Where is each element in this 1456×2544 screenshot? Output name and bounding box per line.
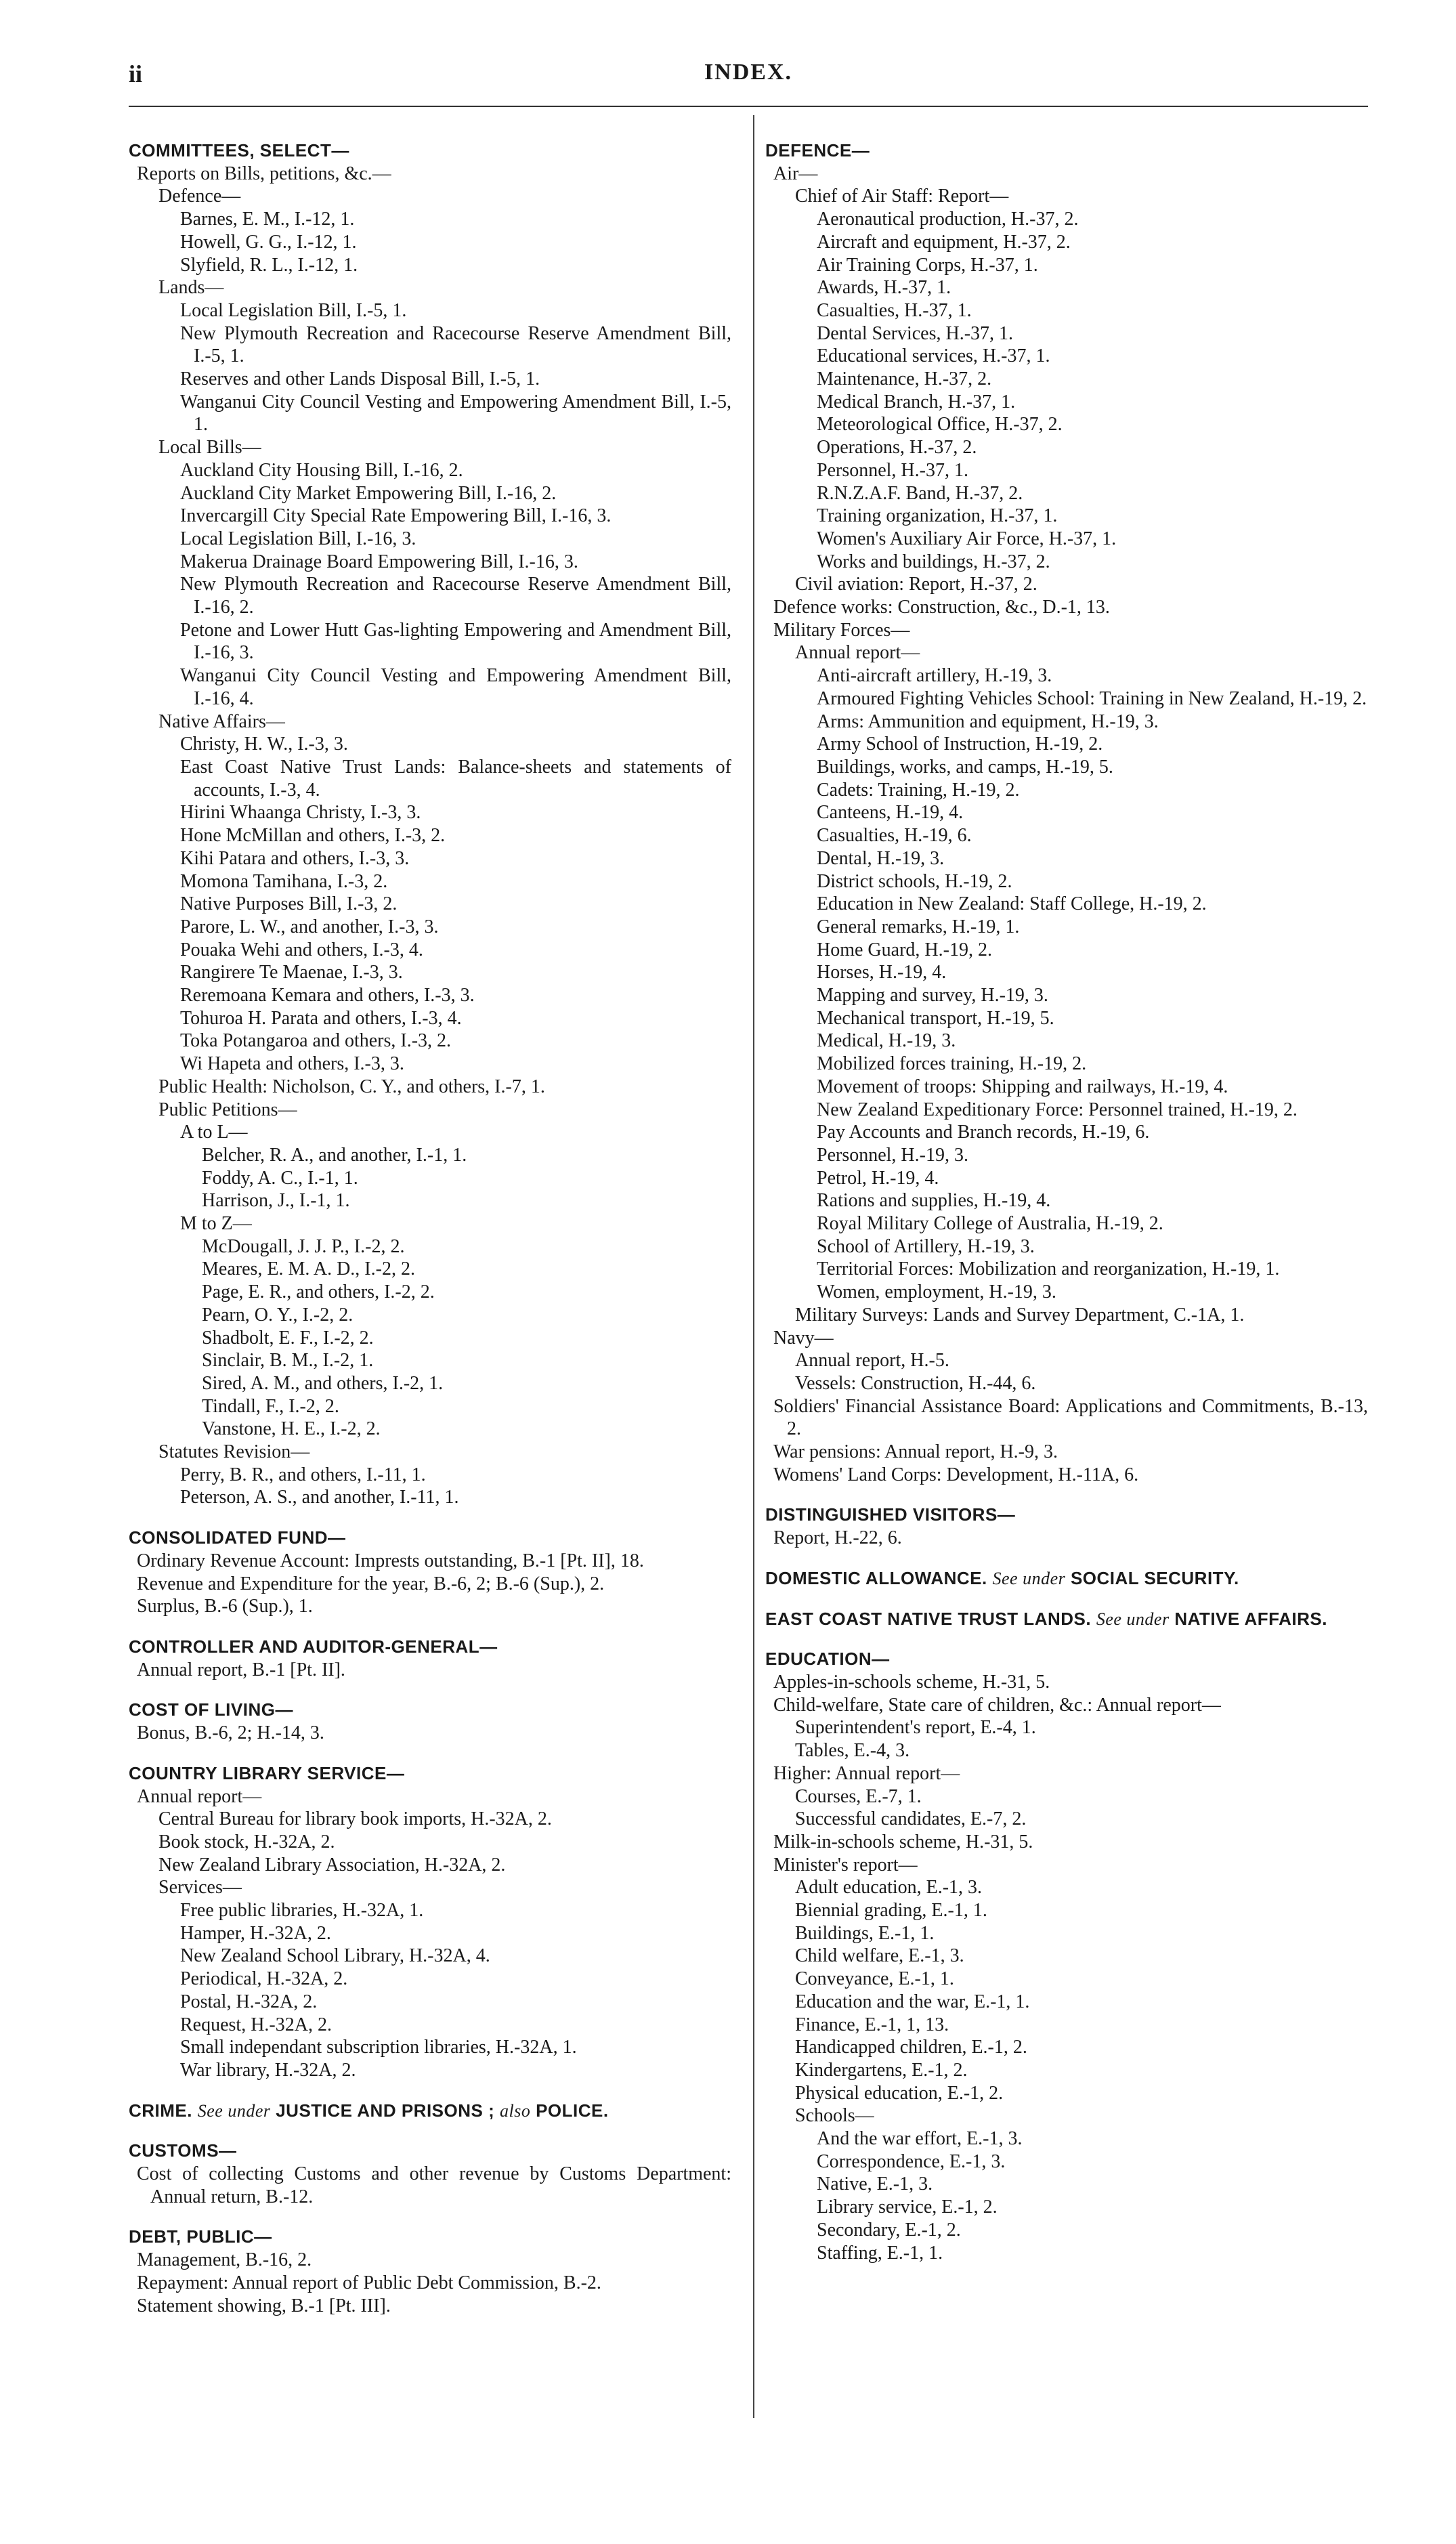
index-entry: Child-welfare, State care of children, &c.: Annual report— (773, 1694, 1221, 1716)
index-entry: Annual report— (137, 1785, 262, 1807)
index-entry: Womens' Land Corps: Development, H.-11A, 6. (773, 1464, 1139, 1485)
index-entry: General remarks, H.-19, 1. (817, 916, 1020, 937)
index-entry: Personnel, H.-37, 1. (817, 459, 968, 481)
index-entry: Tohuroa H. Parata and others, I.-3, 4. (180, 1007, 462, 1029)
index-entry: Book stock, H.-32A, 2. (158, 1831, 335, 1852)
index-entry: Medical, H.-19, 3. (817, 1030, 956, 1052)
index-entry: Page, E. R., and others, I.-2, 2. (202, 1281, 435, 1303)
index-entry: Educational services, H.-37, 1. (817, 345, 1050, 367)
index-entry: New Zealand School Library, H.-32A, 4. (180, 1945, 490, 1967)
index-heading (765, 1567, 1368, 1590)
index-entry: Sinclair, B. M., I.-2, 1. (202, 1350, 374, 1372)
index-entry: Invercargill City Special Rate Empowering Bill, I.-16, 3. (180, 505, 612, 527)
index-entry: Services— (158, 1877, 242, 1899)
index-entry: Minister's report— (773, 1854, 918, 1875)
index-entry: Kihi Patara and others, I.-3, 3. (180, 847, 410, 869)
heading-text: DEBT, PUBLIC— (129, 2226, 272, 2247)
index-entry: Wi Hapeta and others, I.-3, 3. (180, 1053, 404, 1075)
page-number: ii (129, 60, 143, 87)
index-entry: Education in New Zealand: Staff College, H.-19, 2. (817, 893, 1207, 915)
index-heading (765, 140, 1368, 163)
index-entry: New Plymouth Recreation and Racecourse Reserve Amendment Bill, I.-16, 2. (180, 574, 731, 618)
index-entry: Anti-aircraft artillery, H.-19, 3. (817, 665, 1052, 687)
header-rule (129, 106, 1368, 107)
index-entry: Auckland City Market Empowering Bill, I.-16, 2. (180, 482, 557, 504)
index-entry: Courses, E.-7, 1. (795, 1785, 922, 1807)
index-entry: Hone McMillan and others, I.-3, 2. (180, 825, 446, 847)
index-entry: Tindall, F., I.-2, 2. (202, 1395, 339, 1417)
heading-text: EDUCATION— (765, 1649, 890, 1670)
index-entry: Home Guard, H.-19, 2. (817, 939, 992, 960)
index-entry: Belcher, R. A., and another, I.-1, 1. (202, 1144, 467, 1166)
index-entry: Civil aviation: Report, H.-37, 2. (795, 574, 1037, 595)
index-entry: Defence works: Construction, &c., D.-1, 13. (773, 597, 1110, 618)
index-entry: New Zealand Expeditionary Force: Personnel trained, H.-19, 2. (817, 1099, 1298, 1120)
index-entry: Military Surveys: Lands and Survey Department, C.-1A, 1. (795, 1304, 1245, 1326)
index-entry: Buildings, works, and camps, H.-19, 5. (817, 756, 1113, 778)
index-entry: Rations and supplies, H.-19, 4. (817, 1190, 1051, 1212)
see-under-reference: See under (992, 1568, 1066, 1588)
heading-text: EAST COAST NATIVE TRUST LANDS. (765, 1608, 1092, 1629)
index-entry: Local Bills— (158, 437, 261, 459)
index-entry: Annual report, H.-5. (795, 1350, 949, 1372)
index-heading (129, 2100, 731, 2123)
index-entry: Works and buildings, H.-37, 2. (817, 551, 1050, 572)
index-entry: Aircraft and equipment, H.-37, 2. (817, 231, 1071, 253)
index-entry: Hirini Whaanga Christy, I.-3, 3. (180, 802, 421, 824)
index-entry: Biennial grading, E.-1, 1. (795, 1900, 987, 1922)
index-entry: Public Health: Nicholson, C. Y., and others, I.-7, 1. (158, 1076, 545, 1097)
index-entry: Request, H.-32A, 2. (180, 2014, 332, 2035)
index-entry: Reserves and other Lands Disposal Bill, I.-5, 1. (180, 368, 540, 390)
heading-text: DOMESTIC ALLOWANCE. (765, 1567, 987, 1588)
index-entry: Aeronautical production, H.-37, 2. (817, 209, 1079, 230)
heading-text: DEFENCE— (765, 140, 870, 161)
index-entry: Annual report— (795, 642, 920, 664)
index-entry: Parore, L. W., and another, I.-3, 3. (180, 916, 439, 937)
index-heading (129, 1762, 731, 1785)
index-entry: Pay Accounts and Branch records, H.-19, 6. (817, 1122, 1150, 1143)
index-entry: Rangirere Te Maenae, I.-3, 3. (180, 962, 403, 983)
heading-text: COST OF LIVING— (129, 1699, 293, 1720)
index-entry: New Plymouth Recreation and Racecourse Reserve Amendment Bill, I.-5, 1. (180, 322, 731, 367)
index-entry: Vessels: Construction, H.-44, 6. (795, 1372, 1036, 1394)
index-entry: Secondary, E.-1, 2. (817, 2219, 961, 2241)
index-entry: Army School of Instruction, H.-19, 2. (817, 734, 1103, 755)
see-under-reference: See under (1096, 1609, 1170, 1629)
index-entry: Lands— (158, 277, 224, 299)
index-entry: Mechanical transport, H.-19, 5. (817, 1007, 1054, 1029)
heading-text: COUNTRY LIBRARY SERVICE— (129, 1762, 405, 1783)
index-entry: East Coast Native Trust Lands: Balance-sheets and statements of accounts, I.-3, 4. (180, 756, 731, 801)
page-header (129, 60, 1368, 100)
index-entry: Child welfare, E.-1, 3. (795, 1945, 964, 1967)
index-entry: Operations, H.-37, 2. (817, 437, 977, 459)
index-entry: M to Z— (180, 1213, 252, 1235)
index-entry: McDougall, J. J. P., I.-2, 2. (202, 1235, 405, 1257)
index-entry: Howell, G. G., I.-12, 1. (180, 231, 357, 253)
index-entry: Meares, E. M. A. D., I.-2, 2. (202, 1258, 415, 1280)
index-entry: Women's Auxiliary Air Force, H.-37, 1. (817, 528, 1117, 549)
index-entry: Milk-in-schools scheme, H.-31, 5. (773, 1831, 1033, 1852)
index-heading (765, 1608, 1368, 1631)
index-entry: Chief of Air Staff: Report— (795, 186, 1009, 207)
index-entry: Barnes, E. M., I.-12, 1. (180, 209, 355, 230)
index-entry: Air— (773, 163, 818, 184)
index-entry: New Zealand Library Association, H.-32A, 2. (158, 1854, 506, 1875)
index-entry: Wanganui City Council Vesting and Empowering Amendment Bill, I.-16, 4. (180, 665, 731, 709)
index-entry: Statement showing, B.-1 [Pt. III]. (137, 2295, 391, 2316)
index-entry: Makerua Drainage Board Empowering Bill, I.-16, 3. (180, 551, 578, 572)
index-entry: Arms: Ammunition and equipment, H.-19, 3. (817, 711, 1159, 732)
index-entry: Mobilized forces training, H.-19, 2. (817, 1053, 1087, 1075)
index-entry: Hamper, H.-32A, 2. (180, 1922, 331, 1944)
index-entry: Petrol, H.-19, 4. (817, 1167, 939, 1189)
index-entry: Cost of collecting Customs and other revenue by Customs Department: Annual return, B.-12. (137, 2163, 731, 2207)
index-heading (129, 1699, 731, 1722)
index-entry: Soldiers' Financial Assistance Board: Applications and Commitments, B.-13, 2. (773, 1395, 1368, 1440)
heading-text: CUSTOMS— (129, 2140, 237, 2161)
left-column (129, 140, 731, 2317)
index-entry: Horses, H.-19, 4. (817, 962, 947, 983)
index-entry: Training organization, H.-37, 1. (817, 505, 1058, 527)
index-entry: Public Petitions— (158, 1099, 297, 1120)
index-entry: Medical Branch, H.-37, 1. (817, 391, 1016, 412)
index-entry: Cadets: Training, H.-19, 2. (817, 779, 1020, 801)
heading-text: COMMITTEES, SELECT— (129, 140, 349, 161)
index-entry: Management, B.-16, 2. (137, 2249, 312, 2271)
index-entry: Perry, B. R., and others, I.-11, 1. (180, 1464, 426, 1485)
index-entry: Casualties, H.-37, 1. (817, 299, 972, 321)
index-entry: Kindergartens, E.-1, 2. (795, 2059, 968, 2081)
index-entry: Dental, H.-19, 3. (817, 847, 945, 869)
index-entry: District schools, H.-19, 2. (817, 870, 1012, 892)
index-entry: Pouaka Wehi and others, I.-3, 4. (180, 939, 423, 960)
index-entry: Vanstone, H. E., I.-2, 2. (202, 1418, 381, 1440)
index-entry: Local Legislation Bill, I.-16, 3. (180, 528, 416, 549)
index-entry: Handicapped children, E.-1, 2. (795, 2037, 1027, 2058)
index-entry: Small independant subscription libraries, H.-32A, 1. (180, 2037, 577, 2058)
index-entry: Harrison, J., I.-1, 1. (202, 1190, 350, 1212)
also-reference: also (499, 2100, 531, 2121)
index-entry: Women, employment, H.-19, 3. (817, 1281, 1056, 1303)
index-entry: Surplus, B.-6 (Sup.), 1. (137, 1596, 313, 1617)
index-entry: Reremoana Kemara and others, I.-3, 3. (180, 985, 475, 1006)
heading-text: CONTROLLER AND AUDITOR-GENERAL— (129, 1636, 498, 1657)
index-entry: Auckland City Housing Bill, I.-16, 2. (180, 459, 463, 481)
index-entry: Higher: Annual report— (773, 1762, 960, 1784)
index-entry: Repayment: Annual report of Public Debt Commission, B.-2. (137, 2272, 601, 2293)
index-entry: Physical education, E.-1, 2. (795, 2082, 1004, 2104)
index-entry: Petone and Lower Hutt Gas-lighting Empowering and Amendment Bill, I.-16, 3. (180, 619, 731, 664)
index-entry: Staffing, E.-1, 1. (817, 2242, 943, 2264)
index-entry: Postal, H.-32A, 2. (180, 1991, 318, 2012)
index-entry: War library, H.-32A, 2. (180, 2059, 356, 2081)
heading-text: DISTINGUISHED VISITORS— (765, 1504, 1016, 1525)
index-entry: R.N.Z.A.F. Band, H.-37, 2. (817, 482, 1023, 504)
index-entry: Education and the war, E.-1, 1. (795, 1991, 1030, 2012)
index-entry: Pearn, O. Y., I.-2, 2. (202, 1304, 354, 1326)
index-heading (129, 2226, 731, 2249)
cross-reference-target: JUSTICE AND PRISONS ; (276, 2100, 495, 2121)
index-heading (765, 1648, 1368, 1671)
index-entry: Maintenance, H.-37, 2. (817, 368, 992, 390)
index-entry: Sired, A. M., and others, I.-2, 1. (202, 1372, 444, 1394)
index-entry: Armoured Fighting Vehicles School: Training in New Zealand, H.-19, 2. (817, 687, 1367, 709)
index-entry: Territorial Forces: Mobilization and reorganization, H.-19, 1. (817, 1258, 1280, 1280)
index-entry: Buildings, E.-1, 1. (795, 1922, 935, 1944)
index-entry: War pensions: Annual report, H.-9, 3. (773, 1441, 1058, 1463)
index-entry: Periodical, H.-32A, 2. (180, 1968, 348, 1990)
index-entry: Mapping and survey, H.-19, 3. (817, 985, 1048, 1006)
index-heading (129, 140, 731, 163)
heading-text: CONSOLIDATED FUND— (129, 1527, 346, 1548)
index-entry: Royal Military College of Australia, H.-19, 2. (817, 1213, 1163, 1235)
index-entry: Dental Services, H.-37, 1. (817, 322, 1014, 344)
index-entry: Wanganui City Council Vesting and Empowering Amendment Bill, I.-5, 1. (180, 391, 731, 436)
index-entry: Successful candidates, E.-7, 2. (795, 1808, 1027, 1830)
index-entry: Tables, E.-4, 3. (795, 1740, 910, 1762)
index-entry: Momona Tamihana, I.-3, 2. (180, 870, 388, 892)
index-entry: Military Forces— (773, 619, 910, 641)
right-column (765, 140, 1368, 2264)
index-entry: Awards, H.-37, 1. (817, 277, 951, 299)
index-entry: Christy, H. W., I.-3, 3. (180, 734, 348, 755)
index-entry: Native, E.-1, 3. (817, 2174, 933, 2195)
index-heading (129, 1527, 731, 1550)
index-entry: Canteens, H.-19, 4. (817, 802, 964, 824)
index-entry: School of Artillery, H.-19, 3. (817, 1235, 1035, 1257)
see-under-reference: See under (197, 2100, 271, 2121)
index-entry: Foddy, A. C., I.-1, 1. (202, 1167, 358, 1189)
cross-reference-target: SOCIAL SECURITY. (1070, 1567, 1239, 1588)
index-entry: Shadbolt, E. F., I.-2, 2. (202, 1327, 374, 1349)
index-entry: Navy— (773, 1327, 834, 1349)
index-entry: Finance, E.-1, 1, 13. (795, 2014, 949, 2035)
index-entry: Revenue and Expenditure for the year, B.-6, 2; B.-6 (Sup.), 2. (137, 1573, 605, 1594)
index-heading (129, 2140, 731, 2163)
index-entry: Correspondence, E.-1, 3. (817, 2150, 1006, 2172)
index-entry: Personnel, H.-19, 3. (817, 1144, 968, 1166)
index-entry: Central Bureau for library book imports, H.-32A, 2. (158, 1808, 552, 1830)
index-entry: Free public libraries, H.-32A, 1. (180, 1900, 424, 1922)
index-entry: Movement of troops: Shipping and railways, H.-19, 4. (817, 1076, 1228, 1097)
index-entry: Ordinary Revenue Account: Imprests outstanding, B.-1 [Pt. II], 18. (137, 1550, 644, 1571)
index-entry: Apples-in-schools scheme, H.-31, 5. (773, 1672, 1050, 1693)
cross-reference-target: POLICE. (536, 2100, 609, 2121)
cross-reference-target: NATIVE AFFAIRS. (1174, 1608, 1327, 1629)
index-entry: Schools— (795, 2105, 874, 2127)
index-entry: And the war effort, E.-1, 3. (817, 2128, 1023, 2150)
index-entry: Toka Potangaroa and others, I.-3, 2. (180, 1030, 452, 1052)
page-title: INDEX. (704, 60, 793, 85)
index-entry: Casualties, H.-19, 6. (817, 825, 972, 847)
index-entry: Report, H.-22, 6. (773, 1527, 902, 1549)
index-entry: Library service, E.-1, 2. (817, 2197, 998, 2218)
index-entry: Conveyance, E.-1, 1. (795, 1968, 954, 1990)
index-entry: Annual report, B.-1 [Pt. II]. (137, 1659, 345, 1680)
index-entry: A to L— (180, 1122, 248, 1143)
index-entry: Reports on Bills, petitions, &c.— (137, 163, 391, 184)
index-entry: Native Purposes Bill, I.-3, 2. (180, 893, 398, 915)
index-entry: Superintendent's report, E.-4, 1. (795, 1717, 1036, 1739)
index-entry: Meteorological Office, H.-37, 2. (817, 414, 1063, 436)
heading-text: CRIME. (129, 2100, 192, 2121)
index-entry: Bonus, B.-6, 2; H.-14, 3. (137, 1722, 324, 1744)
column-divider (753, 115, 754, 2418)
index-heading (765, 1504, 1368, 1527)
index-entry: Peterson, A. S., and another, I.-11, 1. (180, 1487, 459, 1508)
index-entry: Local Legislation Bill, I.-5, 1. (180, 299, 407, 321)
index-entry: Adult education, E.-1, 3. (795, 1877, 983, 1899)
index-entry: Air Training Corps, H.-37, 1. (817, 254, 1038, 276)
index-entry: Defence— (158, 186, 241, 207)
index-heading (129, 1636, 731, 1659)
index-entry: Native Affairs— (158, 711, 285, 732)
index-entry: Slyfield, R. L., I.-12, 1. (180, 254, 358, 276)
index-entry: Statutes Revision— (158, 1441, 310, 1463)
